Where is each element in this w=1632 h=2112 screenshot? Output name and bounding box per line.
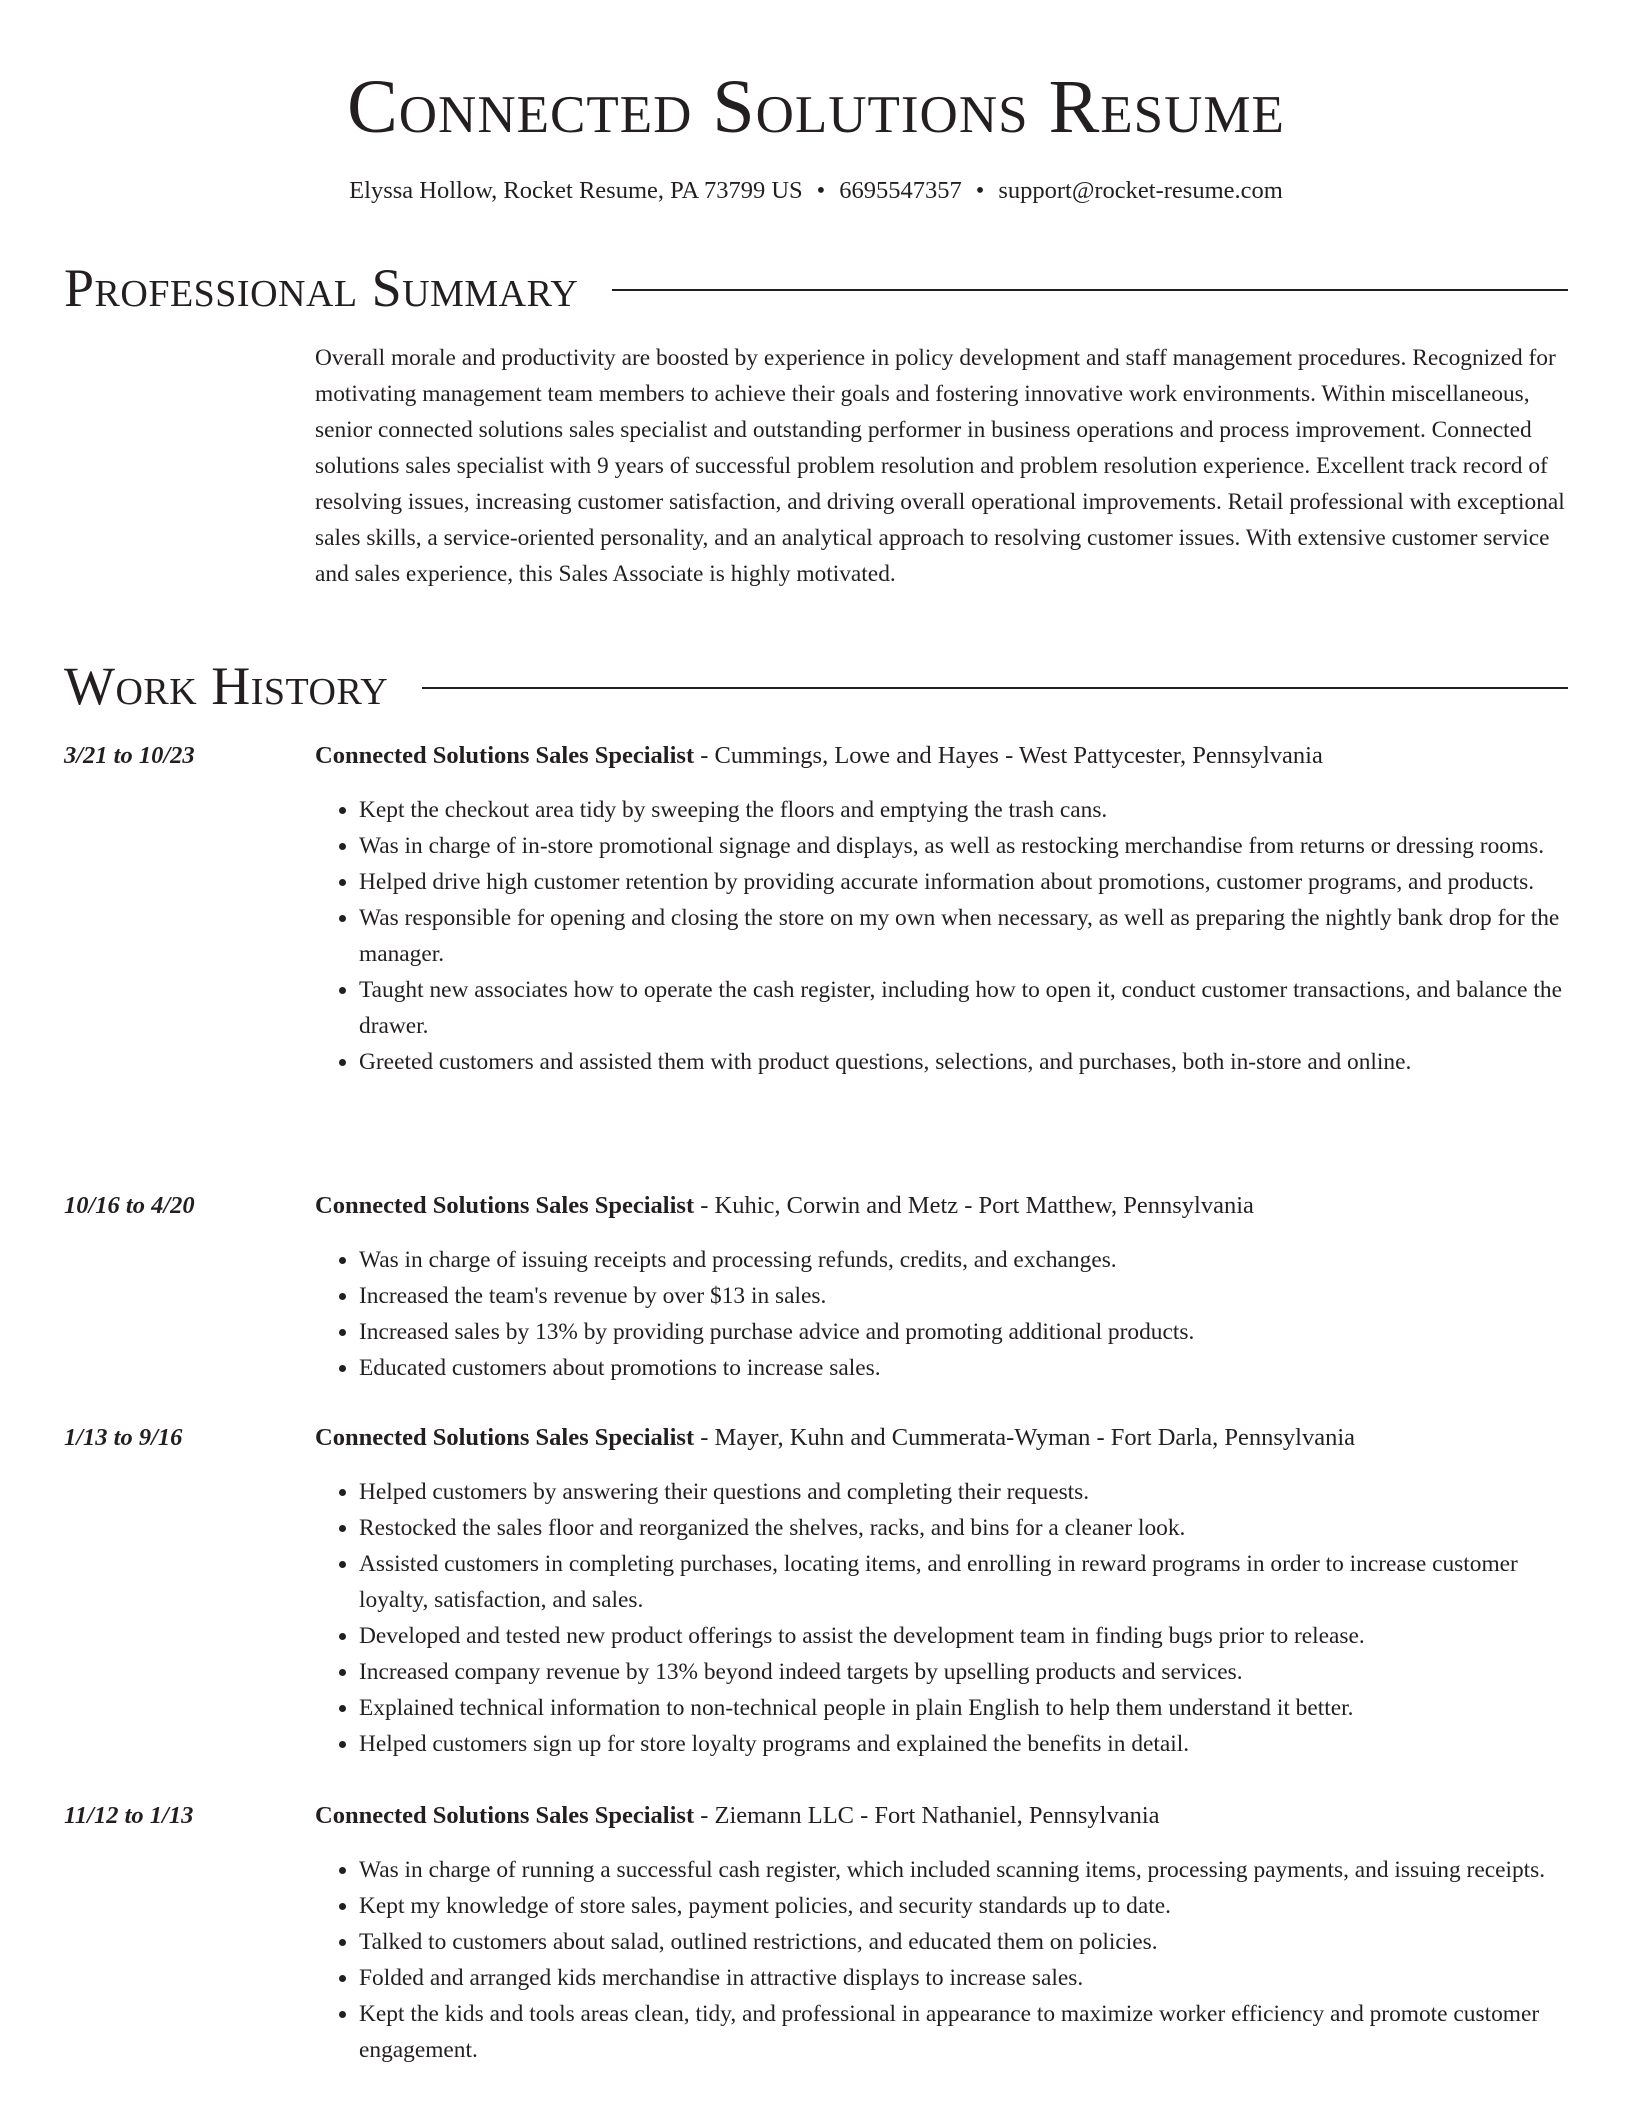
- job-dates: 10/16 to 4/20: [64, 1192, 195, 1219]
- job-bullet: • Helped drive high customer retention by providing accurate information about promotions, customer programs, and products.: [359, 864, 1568, 900]
- job-bullet: • Increased the team's revenue by over $13 in sales.: [359, 1278, 1568, 1314]
- job-title-line: [315, 1798, 1568, 1834]
- contact-phone: 6695547357: [839, 177, 962, 204]
- contact-line: [0, 174, 1632, 208]
- contact-separator: •: [816, 177, 826, 204]
- job-bullet: • Developed and tested new product offerings to assist the development team in finding bugs prior to release.: [359, 1618, 1568, 1654]
- section-divider: [422, 687, 1568, 689]
- summary-section-header: [64, 258, 1568, 318]
- job-bullet: • Educated customers about promotions to increase sales.: [359, 1350, 1568, 1386]
- job-bullet: • Was in charge of running a successful cash register, which included scanning items, processing payments, and issuing receipts.: [359, 1852, 1568, 1888]
- job-title: Connected Solutions Sales Specialist: [315, 1424, 695, 1451]
- job-title-line: [315, 1188, 1568, 1224]
- job-bullet: • Kept the kids and tools areas clean, tidy, and professional in appearance to maximize worker efficiency and promote customer engagement.: [359, 1996, 1568, 2068]
- job-bullet: • Helped customers sign up for store loyalty programs and explained the benefits in detail.: [359, 1726, 1568, 1762]
- job-dates: 11/12 to 1/13: [64, 1802, 194, 1829]
- job-dates: 1/13 to 9/16: [64, 1424, 183, 1451]
- job-bullet: • Taught new associates how to operate the cash register, including how to open it, conduct customer transactions, and balance the drawer.: [359, 972, 1568, 1044]
- summary-heading: Professional Summary: [64, 258, 579, 318]
- job-title: Connected Solutions Sales Specialist: [315, 742, 695, 769]
- job-details: - Ziemann LLC - Fort Nathaniel, Pennsylvania: [694, 1802, 1160, 1829]
- contact-email: support@rocket-resume.com: [998, 177, 1283, 204]
- section-divider: [612, 289, 1568, 291]
- job-bullet: • Assisted customers in completing purchases, locating items, and enrolling in reward programs in order to increase customer loyalty, satisfaction, and sales.: [359, 1546, 1568, 1618]
- job-title-line: [315, 1420, 1568, 1456]
- contact-address: Elyssa Hollow, Rocket Resume, PA 73799 US: [349, 177, 803, 204]
- job-details: - Mayer, Kuhn and Cummerata-Wyman - Fort Darla, Pennsylvania: [694, 1424, 1356, 1451]
- job-title: Connected Solutions Sales Specialist: [315, 1802, 695, 1829]
- job-bullet: • Greeted customers and assisted them with product questions, selections, and purchases, both in-store and online.: [359, 1044, 1568, 1080]
- job-bullet: • Restocked the sales floor and reorganized the shelves, racks, and bins for a cleaner look.: [359, 1510, 1568, 1546]
- contact-separator: •: [975, 177, 985, 204]
- summary-text: Overall morale and productivity are boosted by experience in policy development and staff management procedures. Recognized for motivating management team members to achieve their goals and fostering innovative work environments. Within miscellaneous, senior connected solutions sales specialist and outstanding performer in business operations and process improvement. Connected solutions sales specialist with 9 years of successful problem resolution and problem resolution experience. Excellent track record of resolving issues, increasing customer satisfaction, and driving overall operational improvements. Retail professional with exceptional sales skills, a service-oriented personality, and an analytical approach to resolving customer issues. With extensive customer service and sales experience, this Sales Associate is highly motivated.: [315, 345, 1565, 587]
- job-dates: 3/21 to 10/23: [64, 742, 195, 769]
- job-bullet: • Increased company revenue by 13% beyond indeed targets by upselling products and services.: [359, 1654, 1568, 1690]
- job-title-line: [315, 738, 1568, 774]
- job-bullets: [315, 1242, 1568, 1386]
- resume-title: Connected Solutions Resume: [347, 65, 1285, 149]
- job-bullet: • Folded and arranged kids merchandise in attractive displays to increase sales.: [359, 1960, 1568, 1996]
- job-bullet: • Increased sales by 13% by providing purchase advice and promoting additional products.: [359, 1314, 1568, 1350]
- job-bullet: • Kept the checkout area tidy by sweeping the floors and emptying the trash cans.: [359, 792, 1568, 828]
- work-history-section-header: [64, 656, 1568, 716]
- job-bullets: [315, 1474, 1568, 1762]
- job-bullet: • Kept my knowledge of store sales, payment policies, and security standards up to date.: [359, 1888, 1568, 1924]
- job-bullet: • Helped customers by answering their questions and completing their requests.: [359, 1474, 1568, 1510]
- job-bullet: • Talked to customers about salad, outlined restrictions, and educated them on policies.: [359, 1924, 1568, 1960]
- work-history-heading: Work History: [64, 656, 389, 716]
- job-bullet: • Was in charge of issuing receipts and processing refunds, credits, and exchanges.: [359, 1242, 1568, 1278]
- job-details: - Kuhic, Corwin and Metz - Port Matthew, Pennsylvania: [694, 1192, 1254, 1219]
- job-bullet: • Explained technical information to non-technical people in plain English to help them understand it better.: [359, 1690, 1568, 1726]
- job-bullet: • Was in charge of in-store promotional signage and displays, as well as restocking merchandise from returns or dressing rooms.: [359, 828, 1568, 864]
- job-bullet: • Was responsible for opening and closing the store on my own when necessary, as well as preparing the nightly bank drop for the manager.: [359, 900, 1568, 972]
- job-title: Connected Solutions Sales Specialist: [315, 1192, 695, 1219]
- job-details: - Cummings, Lowe and Hayes - West Pattycester, Pennsylvania: [694, 742, 1323, 769]
- job-bullets: [315, 792, 1568, 1080]
- job-bullets: [315, 1852, 1568, 2068]
